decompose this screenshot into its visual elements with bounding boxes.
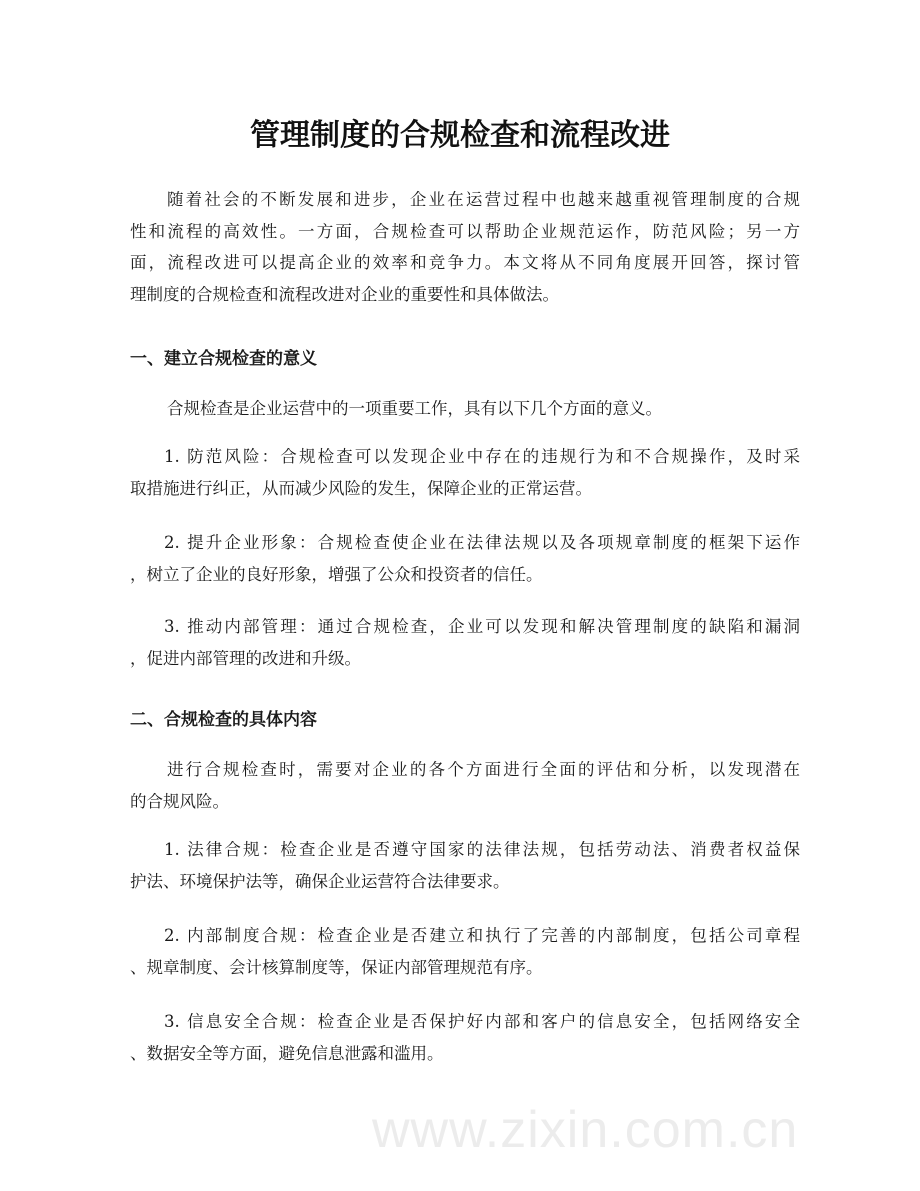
text-line: 1. 法律合规：检查企业是否遵守国家的法律法规，包括劳动法、消费者权益保 xyxy=(164,840,800,859)
text-line: ，促进内部管理的改进和升级。 xyxy=(130,648,361,668)
text-line: 合规检查是企业运营中的一项重要工作，具有以下几个方面的意义。 xyxy=(167,399,662,418)
text-line: 理制度的合规检查和流程改进对企业的重要性和具体做法。 xyxy=(130,284,559,304)
list-item xyxy=(130,920,800,983)
text-line: 2. 提升企业形象：合规检查使企业在法律法规以及各项规章制度的框架下运作 xyxy=(164,533,800,552)
watermark: www.zixin.com.cn xyxy=(372,1101,799,1159)
text-line: 3. 推动内部管理：通过合规检查，企业可以发现和解决管理制度的缺陷和漏洞 xyxy=(164,617,800,636)
text-line: 、规章制度、会计核算制度等，保证内部管理规范有序。 xyxy=(130,957,543,977)
text-line: 面，流程改进可以提高企业的效率和竞争力。本文将从不同角度展开回答，探讨管 xyxy=(130,253,800,273)
text-line: 随着社会的不断发展和进步，企业在运营过程中也越来越重视管理制度的合规 xyxy=(167,190,800,209)
text-line: 2. 内部制度合规：检查企业是否建立和执行了完善的内部制度，包括公司章程 xyxy=(164,926,800,945)
text-line: 取措施进行纠正，从而减少风险的发生，保障企业的正常运营。 xyxy=(130,478,592,498)
list-item xyxy=(130,1006,800,1069)
text-line: 3. 信息安全合规：检查企业是否保护好内部和客户的信息安全，包括网络安全 xyxy=(164,1012,800,1031)
section-heading: 二、合规检查的具体内容 xyxy=(130,710,317,730)
text-line: 的合规风险。 xyxy=(130,791,229,811)
list-item xyxy=(130,611,800,674)
text-line: 、数据安全等方面，避免信息泄露和滥用。 xyxy=(130,1043,444,1063)
section-heading: 一、建立合规检查的意义 xyxy=(130,349,317,369)
paragraph xyxy=(130,754,800,817)
text-line: 进行合规检查时，需要对企业的各个方面进行全面的评估和分析，以发现潜在 xyxy=(167,760,800,779)
list-item xyxy=(130,441,800,504)
page-title: 管理制度的合规检查和流程改进 xyxy=(250,118,670,153)
text-line: 护法、环境保护法等，确保企业运营符合法律要求。 xyxy=(130,871,510,891)
text-line: 1. 防范风险：合规检查可以发现企业中存在的违规行为和不合规操作，及时采 xyxy=(164,447,800,466)
list-item xyxy=(130,834,800,897)
intro-paragraph xyxy=(130,184,800,310)
paragraph xyxy=(130,393,800,425)
text-line: 性和流程的高效性。一方面，合规检查可以帮助企业规范运作，防范风险；另一方 xyxy=(130,221,800,241)
text-line: ，树立了企业的良好形象，增强了公众和投资者的信任。 xyxy=(130,564,543,584)
list-item xyxy=(130,527,800,590)
